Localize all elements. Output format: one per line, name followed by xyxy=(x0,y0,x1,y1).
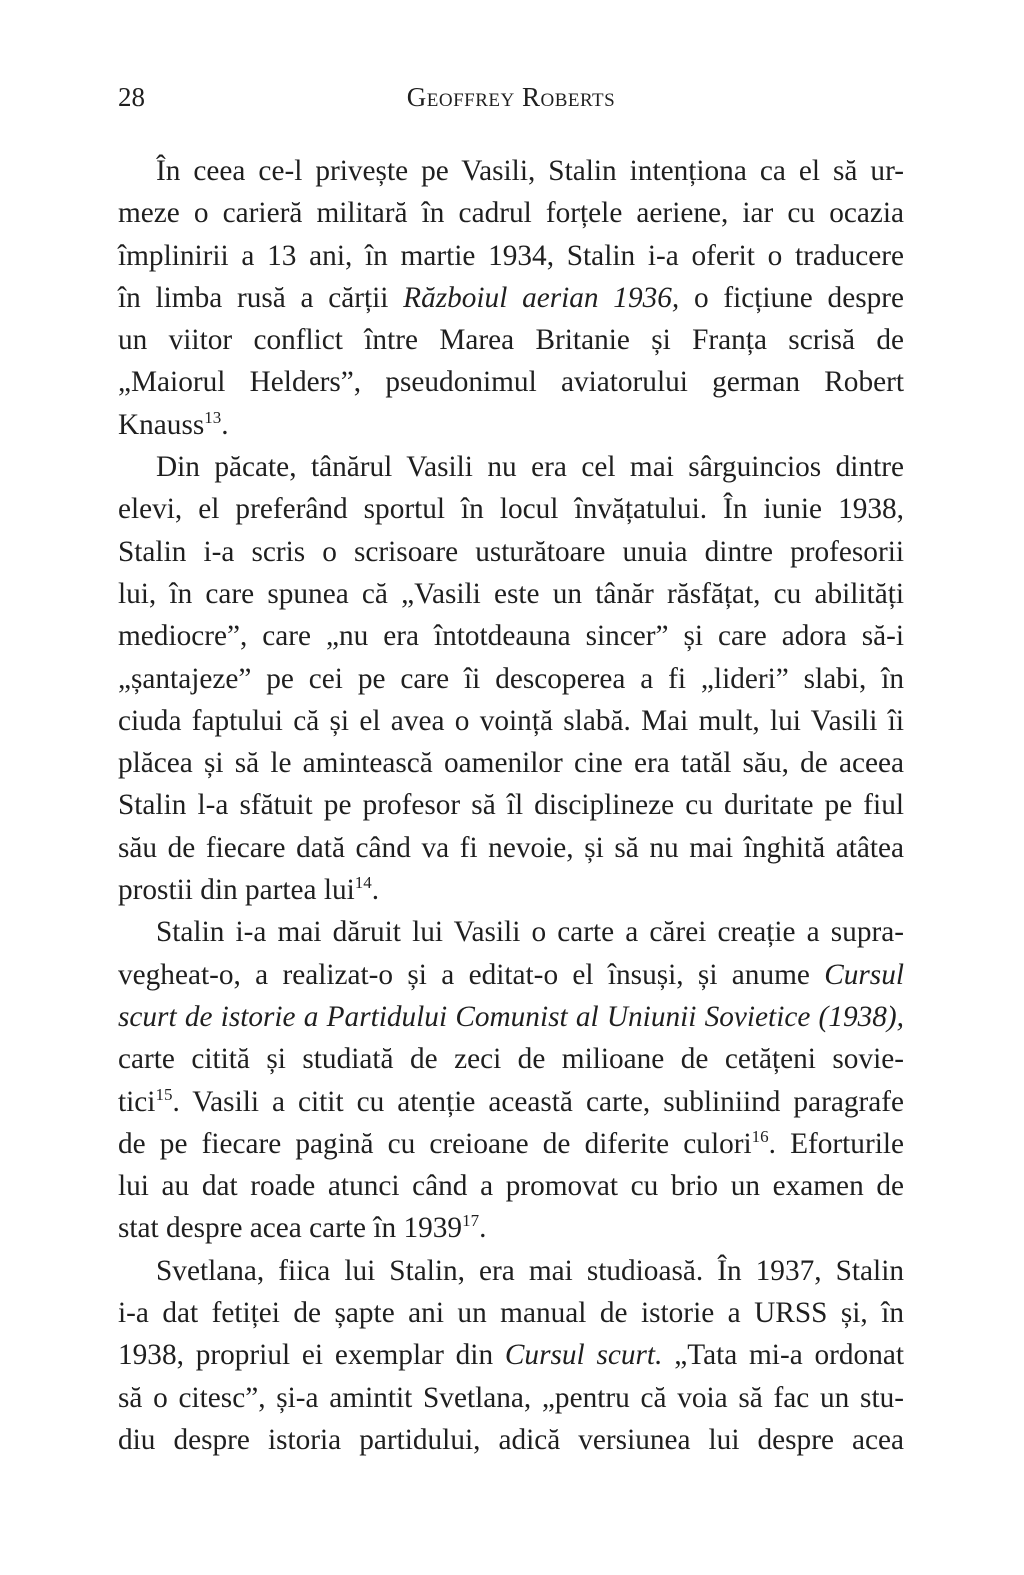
footnote-ref: 17 xyxy=(462,1211,480,1231)
text-line: prostii din partea lui$^{14}$. xyxy=(118,873,380,907)
paragraph xyxy=(118,150,904,446)
text-line: În ceea ce-l privește pe Vasili, Stalin intenționa ca el să ur- xyxy=(156,155,904,187)
italic-title: Cursul xyxy=(824,958,904,991)
text-line: mediocre”, care „nu era întotdeauna sincer” și care adora să-i xyxy=(118,620,904,653)
page-header xyxy=(118,82,904,122)
text-line: „șantajeze” pe cei pe care îi descoperea a fi „lideri” slabi, în xyxy=(118,662,904,695)
text-line: lui au dat roade atunci când a promovat cu brio un examen de xyxy=(118,1170,904,1203)
text-line: să o citesc”, și-a amintit Svetlana, „pentru că voia să fac un stu- xyxy=(118,1381,904,1414)
text-line: „Maiorul Helders”, pseudonimul aviatorului german Robert xyxy=(118,366,904,399)
body-text xyxy=(118,150,904,1461)
text-line xyxy=(118,996,904,1038)
text-line: Stalin i-a mai dăruit lui Vasili o carte a cărei creație a supra- xyxy=(156,916,904,949)
text-line: vegheat-o, a realizat-o și a editat-o el însuși, și anume Cursul xyxy=(118,958,904,991)
text-line: Stalin i-a scris o scrisoare usturătoare unuia dintre profesorii xyxy=(118,535,904,568)
text-line: împlinirii a 13 ani, în martie 1934, Stalin i-a oferit o traducere xyxy=(118,239,904,272)
text-line: elevi, el preferând sportul în locul învățatului. În iunie 1938, xyxy=(118,493,904,526)
italic-title: Cursul scurt. xyxy=(504,1339,663,1372)
text-line: tici$^{15}$. Vasili a citit cu atenție această carte, subliniind paragrafe xyxy=(118,1084,904,1118)
text-line: Din păcate, tânărul Vasili nu era cel mai sârguincios dintre xyxy=(156,451,904,484)
page-number: 28 xyxy=(118,82,145,112)
text-line: său de fiecare dată când va fi nevoie, și să nu mai înghită atâtea xyxy=(118,831,904,864)
text-line: Svetlana, fiica lui Stalin, era mai studioasă. În 1937, Stalin xyxy=(156,1254,904,1287)
italic-title: scurt de istorie a Partidului Comunist al Uniunii Sovietice (1938), xyxy=(118,1000,904,1033)
footnote-ref: 15 xyxy=(155,1084,173,1104)
paragraph xyxy=(118,911,904,1249)
italic-title: Războiul aerian 1936, xyxy=(403,281,680,314)
text-line: în limba rusă a cărții Războiul aerian 1936, o ficțiune despre xyxy=(118,281,905,314)
paragraph xyxy=(118,446,904,911)
text-line: ciuda faptului că și el avea o voință slabă. Mai mult, lui Vasili îi xyxy=(118,704,904,737)
footnote-ref: 16 xyxy=(751,1126,769,1146)
text-line: de pe fiecare pagină cu creioane de diferite culori$^{16}$. Eforturile xyxy=(118,1126,904,1160)
text-line: stat despre acea carte în 1939$^{17}$. xyxy=(118,1211,487,1245)
text-line: Knauss$^{13}$. xyxy=(118,407,229,441)
text-line: meze o carieră militară în cadrul forțele aeriene, iar cu ocazia xyxy=(118,197,904,230)
text-line: un viitor conflict între Marea Britanie și Franța scrisă de xyxy=(118,324,904,357)
footnote-ref: 14 xyxy=(354,873,372,893)
text-line: carte citită și studiată de zeci de milioane de cetățeni sovie- xyxy=(118,1043,904,1076)
text-line: Stalin l-a sfătuit pe profesor să îl disciplineze cu duritate pe fiul xyxy=(118,789,904,822)
text-line: lui, în care spunea că „Vasili este un tânăr răsfățat, cu abilități xyxy=(118,577,904,610)
footnote-ref: 13 xyxy=(204,407,222,427)
text-line: plăcea și să le amintească oamenilor cine era tatăl său, de aceea xyxy=(118,747,904,780)
running-head: Geoffrey Roberts xyxy=(406,82,616,112)
text-line: diu despre istoria partidului, adică versiunea lui despre acea xyxy=(118,1423,904,1456)
text-line: i-a dat fetiței de șapte ani un manual de istorie a URSS și, în xyxy=(118,1297,904,1330)
paragraph xyxy=(118,1250,904,1461)
text-line: 1938, propriul ei exemplar din Cursul scurt. „Tata mi-a ordonat xyxy=(118,1339,904,1372)
